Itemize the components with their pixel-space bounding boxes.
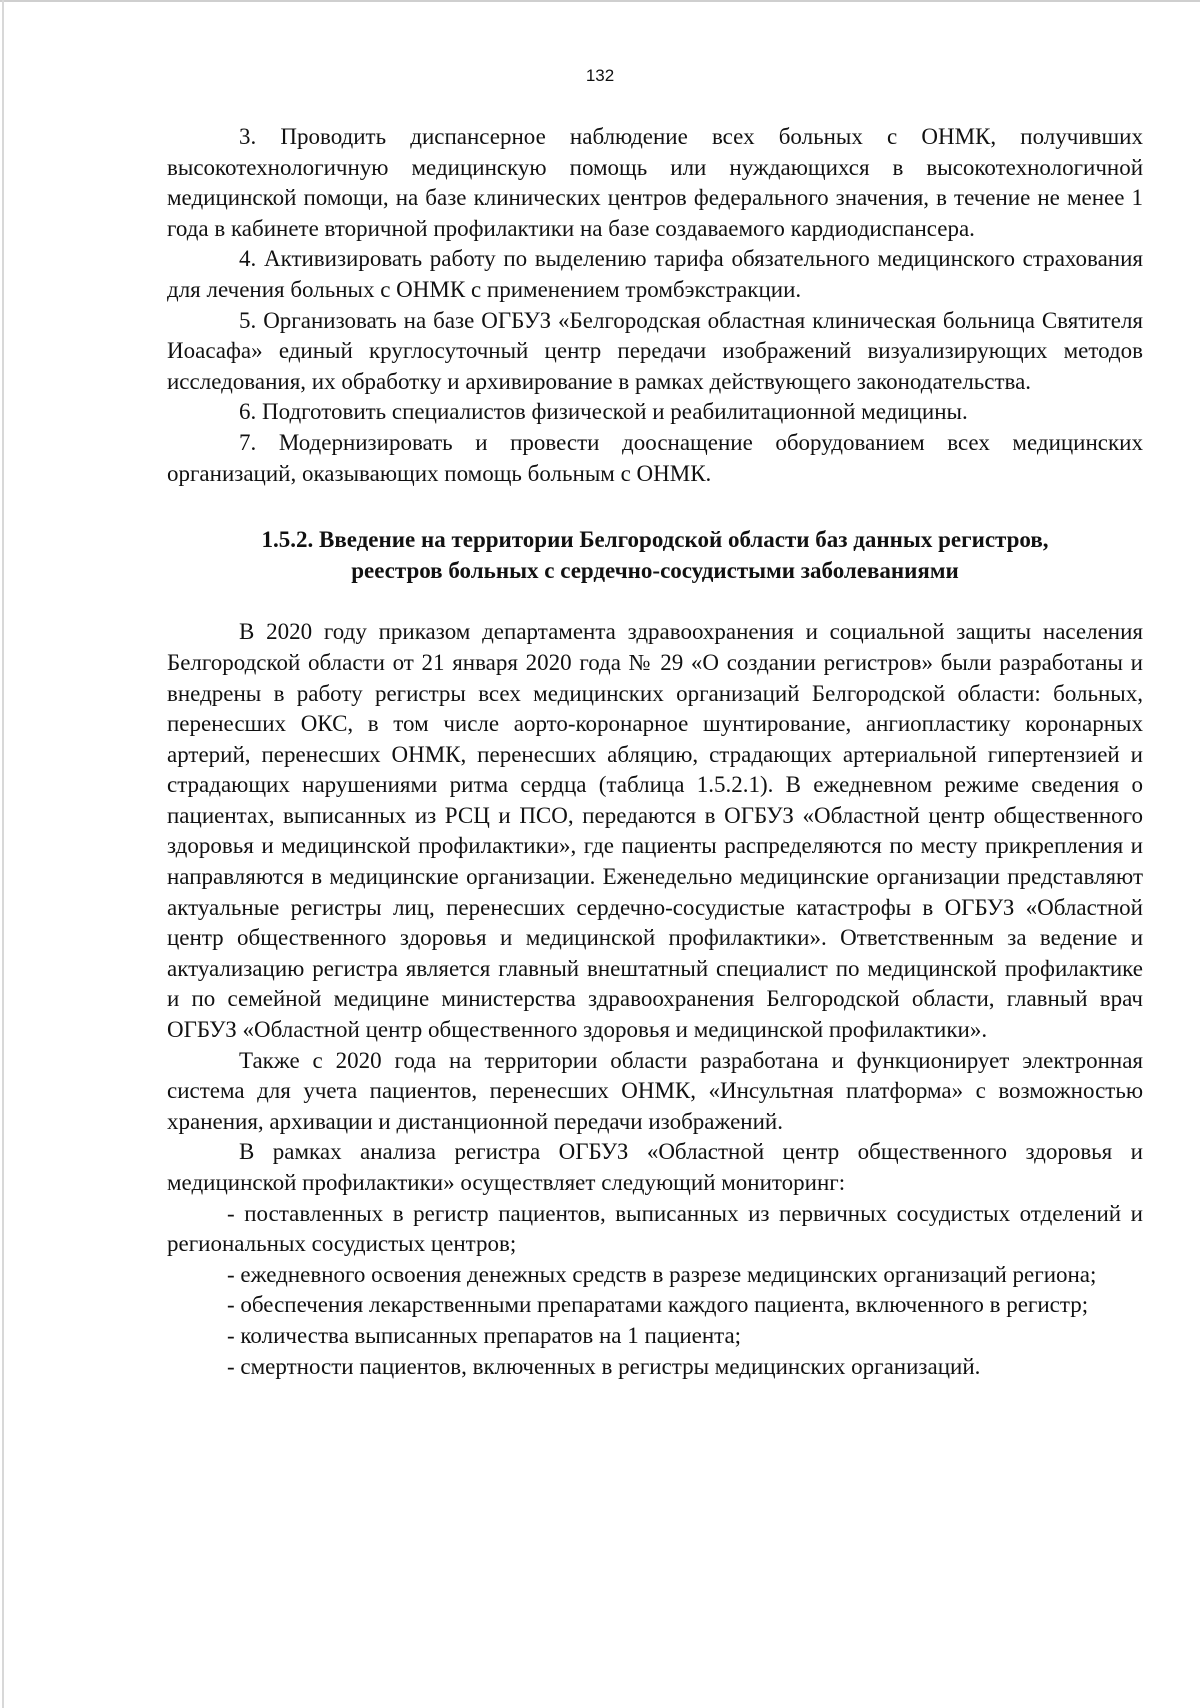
paragraph: В рамках анализа регистра ОГБУЗ «Областной центр общественного здоровья и медицинской профилактики» осуществляет следующий мониторинг:: [167, 1139, 1143, 1195]
list-item: 6. Подготовить специалистов физической и реабилитационной медицины.: [239, 399, 968, 425]
scan-edge-top: [0, 0, 1200, 2]
list-item: 7. Модернизировать и провести дооснащение оборудованием всех медицинских организаций, оказывающих помощь больным с ОНМК.: [167, 429, 1143, 486]
list-item: 4. Активизировать работу по выделению тарифа обязательного медицинского страхования для лечения больных с ОНМК с применением тромбэкстракции.: [167, 246, 1143, 302]
monitoring-item: - смертности пациентов, включенных в регистры медицинских организаций.: [227, 1353, 981, 1379]
section-heading-line: реестров больных с сердечно-сосудистыми заболеваниями: [351, 557, 959, 583]
document-body: [167, 122, 1143, 1382]
monitoring-item: - поставленных в регистр пациентов, выписанных из первичных сосудистых отделений и региональных сосудистых центров;: [167, 1200, 1143, 1257]
scan-edge-left: [2, 0, 4, 1708]
section-heading: [167, 525, 1143, 586]
paragraph: Также с 2020 года на территории области разработана и функционирует электронная система для учета пациентов, перенесших ОНМК, «Инсультная платформа» с возможностью хранения, архивации и дистанционной передачи изображений.: [167, 1047, 1143, 1134]
monitoring-item: - обеспечения лекарственными препаратами каждого пациента, включенного в регистр;: [227, 1292, 1089, 1318]
list-item: 3. Проводить диспансерное наблюдение всех больных с ОНМК, получивших высокотехнологичную медицинскую помощь или нуждающихся в высокотехнологичной медицинской помощи, на базе клинических центров федерального значения, в течение не менее 1 года в кабинете вторичной профилактики на базе создаваемого кардиодиспансера.: [167, 124, 1143, 241]
monitoring-item: - количества выписанных препаратов на 1 пациента;: [227, 1322, 742, 1348]
page-number: 132: [585, 66, 615, 85]
section-heading-line: 1.5.2. Введение на территории Белгородской области баз данных регистров,: [261, 527, 1049, 553]
paragraph: В 2020 году приказом департамента здравоохранения и социальной защиты населения Белгородской области от 21 января 2020 года № 29 «О создании регистров» были разработаны и внедрены в работу регистры всех медицинских организаций Белгородской области: больных, перенесших ОКС, в том числе аорто-коронарное шунтирование, ангиопластику коронарных артерий, перенесших ОНМК, перенесших абляцию, страдающих артериальной гипертензией и страдающих нарушениями ритма сердца (таблица 1.5.2.1). В ежедневном режиме сведения о пациентах, выписанных из РСЦ и ПСО, передаются в ОГБУЗ «Областной центр общественного здоровья и медицинской профилактики», где пациенты распределяются по месту прикрепления и направляются в медицинские организации. Еженедельно медицинские организации представляют актуальные регистры лиц, перенесших сердечно-сосудистые катастрофы в ОГБУЗ «Областной центр общественного здоровья и медицинской профилактики». Ответственным за ведение и актуализацию регистра является главный внештатный специалист по медицинской профилактике и по семейной медицине министерства здравоохранения Белгородской области, главный врач ОГБУЗ «Областной центр общественного здоровья и медицинской профилактики».: [167, 619, 1143, 1043]
list-item: 5. Организовать на базе ОГБУЗ «Белгородская областная клиническая больница Святителя Иоасафа» единый круглосуточный центр передачи изображений визуализирующих методов исследования, их обработку и архивирование в рамках действующего законодательства.: [167, 307, 1143, 394]
monitoring-item: - ежедневного освоения денежных средств в разрезе медицинских организаций региона;: [227, 1261, 1097, 1287]
